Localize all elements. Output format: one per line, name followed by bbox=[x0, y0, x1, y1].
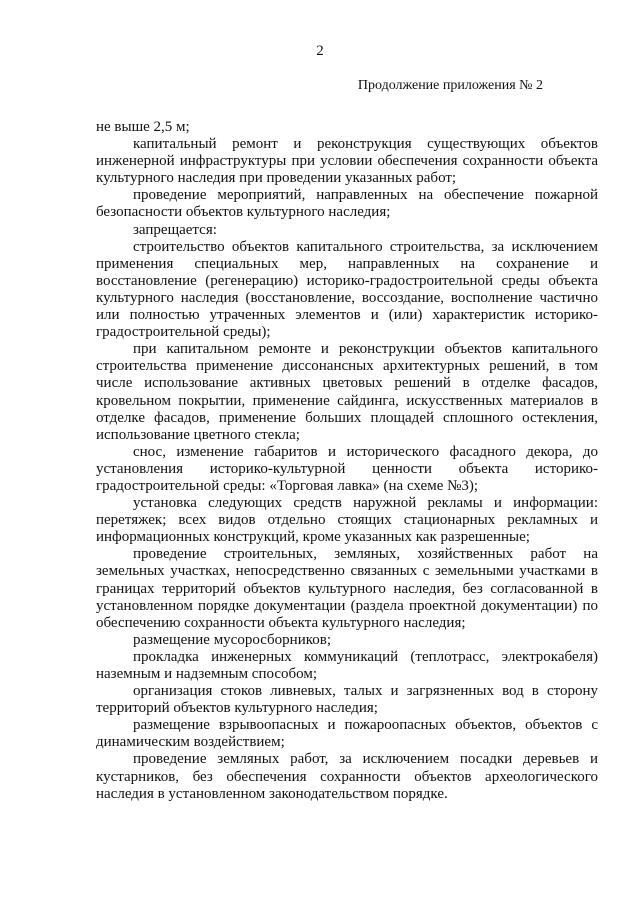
paragraph-dissonant-architecture: при капитальном ремонте и реконструкции объектов капитального строительства применение диссонансных архитектурных решений, в том числе использование активных цветовых решений в отделке фасадов, кровельном покрытии, применение сайдинга, искусственных материалов в отделке фасадов, применение больших площадей сплошного остекления, использование цветного стекла; bbox=[96, 341, 598, 443]
paragraph-waste-bins: размещение мусоросборников; bbox=[133, 631, 332, 648]
paragraph-prohibited-heading: запрещается: bbox=[133, 221, 217, 238]
paragraph-height-limit: не выше 2,5 м; bbox=[96, 119, 190, 135]
paragraph-archaeological-earthworks: проведение земляных работ, за исключением посадки деревьев и кустарников, без обеспечения сохранности объектов археологического наследия в установленном законодательством порядке. bbox=[96, 751, 598, 802]
paragraph-utilities: прокладка инженерных коммуникаций (теплотрасс, электрокабеля) наземным и надземным способом; bbox=[96, 648, 598, 682]
appendix-continuation-note: Продолжение приложения № 2 bbox=[357, 78, 543, 93]
paragraph-construction-ban: строительство объектов капитального строительства, за исключением применения специальных мер, направленных на сохранение и восстановление (регенерацию) историко-градостроительной среды объекта культурного наследия (восстановление, воссоздание, восполнение частично или полностью утраченных элементов и (или) характеристик историко-градостроительной среды); bbox=[96, 238, 598, 341]
paragraph-hazardous-objects: размещение взрывоопасных и пожароопасных объектов, объектов с динамическим воздействием; bbox=[96, 717, 598, 751]
paragraph-earthworks-adjacent: проведение строительных, земляных, хозяйственных работ на земельных участках, непосредственно связанных с земельными участками в границах территорий объектов культурного наследия, без согласованной в установленном порядке документации (раздела проектной документации) по обеспечению сохранности объекта культурного наследия; bbox=[96, 546, 598, 631]
page-number: 2 bbox=[316, 43, 324, 59]
paragraph-engineering-infrastructure: капитальный ремонт и реконструкция существующих объектов инженерной инфраструктуры при условии обеспечения сохранности объекта культурного наследия при проведении указанных работ; bbox=[96, 136, 598, 187]
paragraph-advertising-ban: установка следующих средств наружной рекламы и информации: перетяжек; всех видов отдельно стоящих стационарных рекламных и информационных конструкций, кроме указанных как разрешенные; bbox=[96, 495, 598, 546]
paragraph-drainage: организация стоков ливневых, талых и загрязненных вод в сторону территорий объектов культурного наследия; bbox=[96, 683, 598, 717]
document-body bbox=[96, 119, 598, 803]
paragraph-fire-safety: проведение мероприятий, направленных на обеспечение пожарной безопасности объектов культурного наследия; bbox=[96, 187, 598, 221]
paragraph-demolition-ban: снос, изменение габаритов и исторического фасадного декора, до установления историко-культурной ценности объекта историко-градостроительной среды: «Торговая лавка» (на схеме №3); bbox=[96, 443, 598, 494]
